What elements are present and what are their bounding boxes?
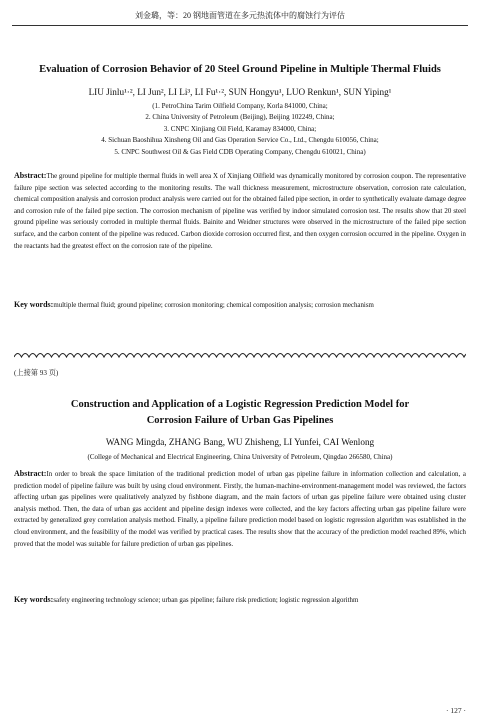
article2-authors: WANG Mingda, ZHANG Bang, WU Zhisheng, LI Yunfei, CAI Wenlong [105, 437, 375, 447]
article1-abstract [14, 170, 466, 252]
article1-keywords [14, 299, 466, 312]
article2-keywords [14, 594, 466, 607]
affiliation-line: 3. CNPC Xinjiang Oil Field, Karamay 834000, China; [163, 124, 317, 133]
article2-affiliation [12, 452, 468, 463]
article1-affiliations [12, 101, 468, 158]
continued-from-note: (上接第 93 页) [14, 369, 59, 377]
abstract-text: The ground pipeline for multiple thermal fluids in well area X of Xinjiang Oilfield was dynamically monitored by corrosion coupon. The representative failure pipe section was selected according to the monitoring results. The wall thickness measurement, microstructure observation, corrosion rate calculation, chemical composition analysis and corrosion product analysis were carried out for the obtained failed pipe section, in order to synthetically evaluate damage degree and corrosion rule of the failed pipe section. The corrosion mechanism of pipeline was verified by indoor simulated corrosion test. The results show that 20 steel ground pipeline was seriously corroded in multiple thermal fluids. Bainite and Weidner structures were observed in the microstructure of the failed pipe section surface, and the carbon content of the pipeline was reduced. Carbon dioxide corrosion occurred first, and then oxygen corrosion occurred in the pipeline. Oxygen in the reactants had the greatest effect on the corrosion rate of the pipeline. [14, 173, 466, 250]
affiliation-line: (College of Mechanical and Electrical Engineering, China University of Petroleum, Qingdao 266580, China) [87, 453, 393, 461]
abstract-label: Abstract: [14, 171, 47, 180]
affiliation-line: 2. China University of Petroleum (Beijing), Beijing 102249, China; [145, 113, 335, 122]
article2-title [12, 397, 468, 429]
article1-authors: LIU Jinlu¹·², LI Jun², LI Li³, LI Fu¹·², SUN Hongyu¹, LUO Renkun¹, SUN Yiping¹ [88, 87, 392, 97]
header-rule [12, 25, 468, 26]
article2-title-line1: Construction and Application of a Logistic Regression Prediction Model for [70, 399, 410, 410]
keywords-label: Key words: [14, 300, 54, 309]
keywords-label: Key words: [14, 595, 54, 604]
affiliation-line: (1. PetroChina Tarim Oilfield Company, Korla 841000, China; [152, 102, 328, 110]
wavy-separator [14, 351, 466, 359]
page-number: · 127 · [446, 706, 466, 715]
abstract-label: Abstract: [14, 469, 47, 478]
article2-title-line2: Corrosion Failure of Urban Gas Pipelines [146, 415, 334, 426]
running-head: 刘金璐，等：20 钢地面管道在多元热流体中的腐蚀行为评估 [135, 11, 345, 20]
article2-abstract [14, 468, 466, 550]
abstract-text: In order to break the space limitation of the traditional prediction model of urban gas pipeline failure in information collection and calculation, a prediction model of pipeline failure was built by using cloud environment. Firstly, the human-machine-environment-management model was reviewed, the factors affecting urban gas pipelines were qualitatively analyzed by fishbone diagram, and the main factors of urban gas pipeline failure were obtained using cluster analysis method. Then, the data of urban gas accident and pipeline design indexes were collected, and the key factors affecting urban gas pipeline failure were extracted by generalized grey correlation analysis method. Finally, a pipeline failure prediction model based on logistic regression algorithm was established in the cloud environment, and the feasibility of the model was verified by practical cases. The results show that the accuracy of the prediction model reached 89%, which proved that the model was suitable for failure prediction of urban gas pipelines. [14, 471, 466, 548]
keywords-text: multiple thermal fluid; ground pipeline; corrosion monitoring; chemical composition analysis; corrosion mechanism [53, 302, 374, 309]
keywords-text: safety engineering technology science; urban gas pipeline; failure risk prediction; logistic regression algorithm [53, 597, 359, 604]
affiliation-line: 4. Sichuan Baoshihua Xinsheng Oil and Gas Operation Service Co., Ltd., Chengdu 610056, China; [101, 136, 379, 145]
affiliation-line: 5. CNPC Southwest Oil & Gas Field CDB Operating Company, Chengdu 610021, China) [114, 147, 366, 156]
article1-title: Evaluation of Corrosion Behavior of 20 Steel Ground Pipeline in Multiple Thermal Fluids [39, 64, 441, 75]
